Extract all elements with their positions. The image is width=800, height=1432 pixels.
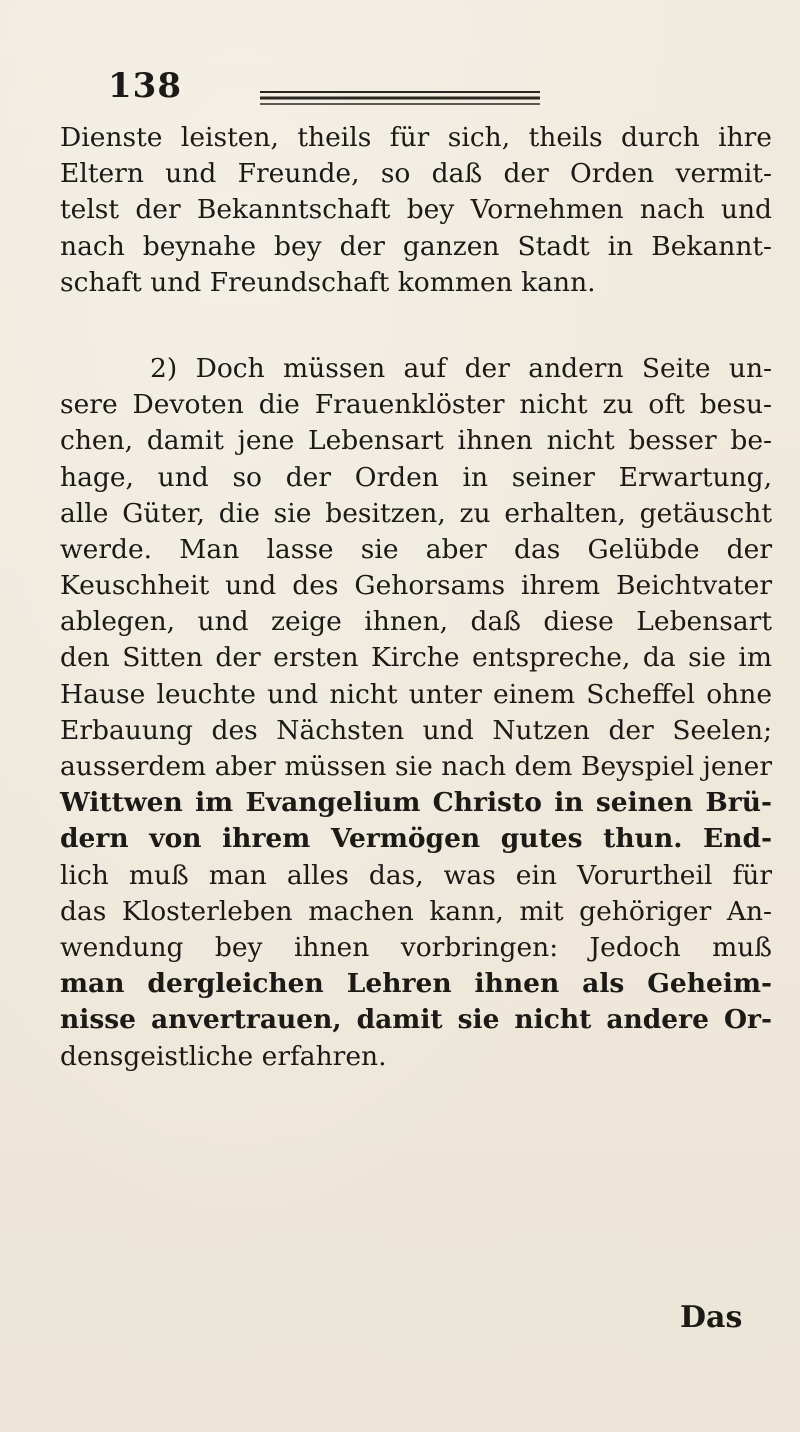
text-line: lich muß man alles das, was ein Vorurtheil für [60,859,772,891]
text-line: nisse anvertrauen, damit sie nicht andere Or- [60,1004,772,1036]
paragraph-gap [60,301,772,351]
text-line: werde. Man lasse sie aber das Gelübde der [60,533,772,565]
text-line: alle Güter, die sie besitzen, zu erhalten, getäuscht [60,497,772,529]
page-number: 138 [108,66,182,106]
text-line: Dienste leisten, theils für sich, theils durch ihre [60,122,772,153]
header-ornament-rule [258,82,542,112]
text-line: wendung bey ihnen vorbringen: Jedoch muß [60,931,772,963]
text-line: telst der Bekanntschaft bey Vornehmen nach und [60,194,772,226]
text-line: Eltern und Freunde, so daß der Orden vermit- [60,158,772,190]
text-line: man dergleichen Lehren ihnen als Geheim- [60,968,772,1000]
text-line: Wittwen im Evangelium Christo in seinen Brü- [60,787,772,819]
text-line: dern von ihrem Vermögen gutes thun. End- [60,823,772,855]
text-line: nach beynahe bey der ganzen Stadt in Bekannt- [60,230,772,262]
text-line: densgeistliche erfahren. [60,1040,387,1072]
text-line: ablegen, und zeige ihnen, daß diese Lebensart [60,606,772,638]
text-line: Hause leuchte und nicht unter einem Scheffel ohne [60,678,772,710]
text-line: chen, damit jene Lebensart ihnen nicht besser be- [60,425,772,457]
text-line: den Sitten der ersten Kirche entspreche, da sie im [60,642,772,674]
text-line: das Klosterleben machen kann, mit gehöriger An- [60,895,772,927]
text-line: hage, und so der Orden in seiner Erwartung, [60,461,772,493]
body-text [60,120,772,1075]
text-line: sere Devoten die Frauenklöster nicht zu oft besu- [60,389,772,421]
text-line: Erbauung des Nächsten und Nutzen der Seelen; [60,714,772,746]
catchword: Das [680,1300,743,1335]
text-line: schaft und Freundschaft kommen kann. [60,266,596,298]
text-line: 2) Doch müssen auf der andern Seite un- [150,352,772,384]
text-line: ausserdem aber müssen sie nach dem Beyspiel jener [60,751,772,782]
text-line: Keuschheit und des Gehorsams ihrem Beichtvater [60,570,772,602]
